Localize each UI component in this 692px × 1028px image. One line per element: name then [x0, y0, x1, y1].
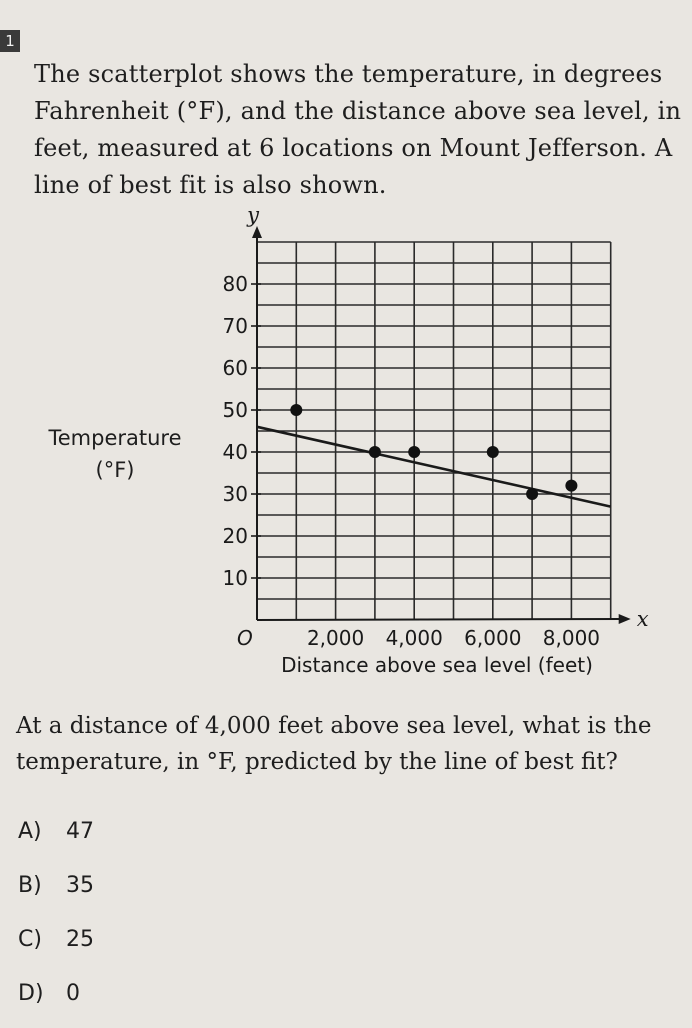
y-tick-label: 20 [222, 524, 248, 548]
choice-letter: B) [18, 873, 42, 898]
stem-line: The scatterplot shows the temperature, in degrees [34, 60, 663, 88]
y-tick-label: 60 [222, 356, 248, 380]
data-point [565, 480, 577, 492]
y-tick-label: 30 [222, 482, 248, 506]
data-point [290, 404, 302, 416]
data-point [369, 446, 381, 458]
question-stem [34, 56, 682, 204]
y-tick-label: 80 [222, 272, 248, 296]
y-tick-label: 40 [222, 440, 248, 464]
choice-text: 0 [66, 981, 80, 1006]
origin-label: O [237, 626, 253, 650]
data-point [408, 446, 420, 458]
stem-line: feet, measured at 6 locations on Mount Jefferson. A [34, 134, 673, 162]
y-tick-label: 70 [222, 314, 248, 338]
x-tick-label: 4,000 [385, 626, 443, 650]
question-number: 1 [0, 30, 20, 52]
y-tick-label: 10 [222, 566, 248, 590]
choice-letter: C) [18, 927, 42, 952]
choice-letter: D) [18, 981, 44, 1006]
x-tick-label: 8,000 [542, 626, 601, 650]
scatterplot [0, 210, 692, 700]
x-axis-title: Distance above sea level (feet) [281, 653, 593, 677]
x-axis-letter: x [636, 607, 649, 631]
axis-labels [223, 210, 649, 677]
data-point [487, 446, 499, 458]
choice-a[interactable] [18, 812, 94, 866]
stem-line: Fahrenheit (°F), and the distance above sea level, in [34, 97, 682, 125]
question-prompt [16, 708, 676, 780]
y-axis-arrow [252, 226, 262, 238]
choice-c[interactable] [18, 920, 94, 974]
choice-d[interactable] [18, 974, 94, 1028]
x-tick-label: 6,000 [464, 626, 522, 650]
x-axis-arrow [619, 614, 631, 624]
y-axis-letter: y [247, 210, 259, 227]
data-point [526, 488, 538, 500]
grid [257, 242, 611, 620]
stem-line: line of best fit is also shown. [34, 171, 387, 199]
choice-letter: A) [18, 819, 42, 844]
prompt-line: At a distance of 4,000 feet above sea level, what is the [16, 713, 652, 739]
prompt-line: temperature, in °F, predicted by the line of best fit? [16, 749, 618, 775]
y-axis-title-line: (°F) [95, 458, 135, 482]
choice-text: 35 [66, 873, 94, 898]
choice-text: 47 [66, 819, 94, 844]
y-axis-title-line: Temperature [48, 426, 182, 450]
x-axis-line [257, 619, 621, 620]
choice-b[interactable] [18, 866, 94, 920]
choice-text: 25 [66, 927, 94, 952]
y-tick-label: 50 [222, 398, 248, 422]
axes [252, 226, 631, 624]
answer-choices [18, 812, 94, 1028]
x-tick-label: 2,000 [306, 626, 365, 650]
